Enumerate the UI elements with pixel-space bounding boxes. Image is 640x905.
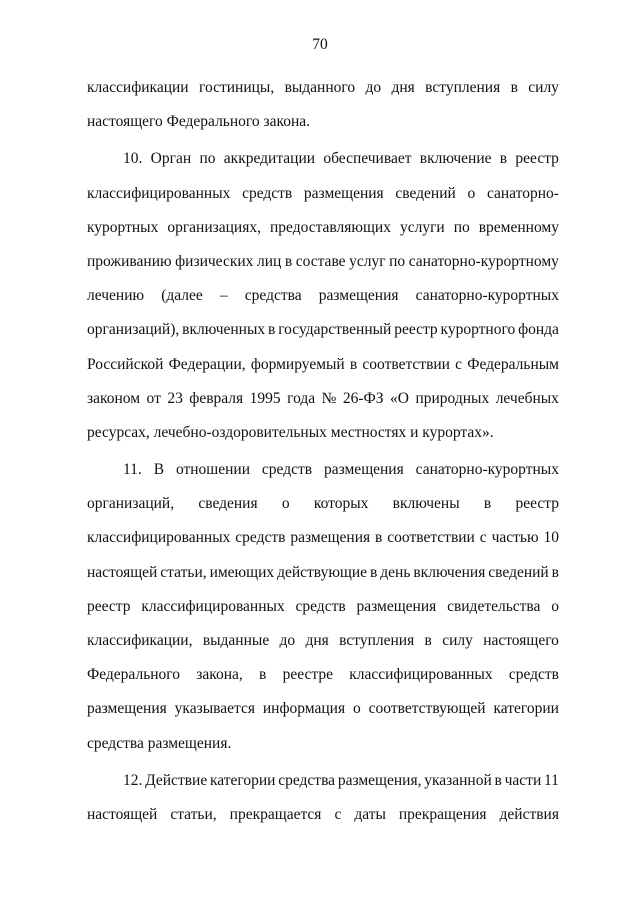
text-word: указанной bbox=[424, 771, 492, 789]
text-word: 10. bbox=[123, 150, 143, 168]
text-word: лиц bbox=[256, 252, 282, 270]
text-word: размещения bbox=[318, 287, 399, 305]
text-word: включения bbox=[413, 563, 486, 581]
text-word: средств bbox=[261, 461, 313, 479]
text-word: информация bbox=[262, 700, 346, 718]
text-word: указывается bbox=[174, 700, 255, 718]
text-word: средств bbox=[508, 666, 559, 684]
text-word: в bbox=[375, 529, 383, 547]
text-word: от bbox=[146, 389, 161, 407]
text-word: законом bbox=[87, 389, 141, 407]
text-word: – bbox=[219, 287, 228, 305]
text-word: включение bbox=[419, 150, 492, 168]
text-word: 26-ФЗ bbox=[342, 389, 384, 407]
text-word: классифицированных bbox=[87, 184, 231, 202]
text-line bbox=[87, 692, 559, 726]
text-word: санаторно- bbox=[486, 184, 559, 202]
text-word: прекращается bbox=[229, 805, 322, 823]
text-word: классифицированных bbox=[349, 666, 493, 684]
text-word: санаторно-курортному bbox=[408, 252, 559, 270]
text-line bbox=[87, 279, 559, 313]
text-word: в bbox=[551, 563, 559, 581]
text-word: выданные bbox=[202, 632, 270, 649]
text-word: отношении bbox=[175, 461, 251, 479]
text-word: силу bbox=[528, 79, 559, 96]
text-word: даты bbox=[354, 805, 386, 823]
text-word: фонда bbox=[518, 321, 559, 339]
text-word: о bbox=[281, 495, 290, 513]
text-word: Российской bbox=[87, 355, 164, 373]
text-word: гостиницы, bbox=[198, 79, 275, 96]
text-word: закона, bbox=[196, 666, 243, 684]
text-word: размещения bbox=[303, 184, 384, 202]
text-word: дня bbox=[305, 632, 329, 649]
text-word: формируемый bbox=[250, 355, 345, 373]
text-word: частью bbox=[491, 529, 539, 547]
text-word: средств bbox=[242, 184, 293, 202]
text-word: 23 bbox=[167, 389, 183, 407]
text-word: по bbox=[199, 150, 216, 168]
text-word: день bbox=[380, 563, 411, 581]
text-word: года bbox=[287, 389, 316, 407]
text-word: 11 bbox=[543, 771, 559, 789]
text-word: услуги bbox=[399, 218, 445, 236]
text-word: Орган bbox=[150, 150, 192, 168]
text-word: Федерации, bbox=[168, 355, 246, 373]
text-word: предоставляющих bbox=[269, 218, 391, 236]
text-word: курортных bbox=[87, 218, 159, 236]
text-word: № bbox=[321, 389, 337, 407]
text-word: в bbox=[510, 79, 518, 96]
text-word: в bbox=[369, 563, 378, 581]
text-line bbox=[87, 658, 559, 692]
text-word: настоящей bbox=[87, 563, 158, 581]
text-word: 1995 bbox=[249, 389, 281, 407]
text-line bbox=[87, 348, 559, 382]
text-word: реестр bbox=[515, 150, 559, 168]
text-word: природных bbox=[415, 389, 490, 407]
text-line: средства размещения. bbox=[87, 734, 232, 752]
text-word: аккредитации bbox=[223, 150, 316, 168]
text-word: которых bbox=[313, 495, 369, 513]
text-word: категории bbox=[209, 771, 276, 789]
text-word: с bbox=[455, 355, 463, 373]
text-word: В bbox=[153, 461, 165, 479]
text-word: с bbox=[334, 805, 342, 823]
text-word: средств bbox=[235, 529, 286, 547]
text-line bbox=[87, 590, 559, 624]
text-line bbox=[87, 177, 559, 211]
text-word: о bbox=[353, 700, 361, 718]
text-word: настоящей bbox=[87, 805, 158, 823]
text-word: действия bbox=[499, 805, 559, 823]
text-line bbox=[87, 764, 559, 798]
text-word: по bbox=[453, 218, 470, 236]
text-line bbox=[87, 211, 559, 245]
text-word: 11. bbox=[123, 461, 142, 479]
text-word: лечению bbox=[87, 287, 145, 305]
text-word: Действие bbox=[145, 771, 208, 789]
text-word: «О bbox=[390, 389, 409, 407]
text-word: выданного bbox=[284, 79, 356, 96]
text-word: сведения bbox=[198, 495, 258, 513]
text-line bbox=[87, 624, 559, 658]
text-word: до bbox=[365, 79, 382, 96]
text-word: средств bbox=[295, 597, 346, 615]
text-word: с bbox=[479, 529, 487, 547]
text-word: в bbox=[424, 632, 432, 649]
text-line bbox=[87, 382, 559, 416]
text-line bbox=[87, 453, 559, 487]
text-line bbox=[87, 245, 559, 279]
text-word: организаций, bbox=[87, 495, 175, 513]
text-word: включенных bbox=[182, 321, 266, 339]
text-word: в bbox=[284, 252, 293, 270]
text-word: имеющих bbox=[209, 563, 275, 581]
text-word: в bbox=[494, 771, 502, 789]
text-word: настоящего bbox=[483, 632, 559, 649]
text-word: организациях, bbox=[167, 218, 261, 236]
text-word: 12. bbox=[123, 771, 143, 789]
text-word: о bbox=[467, 184, 476, 202]
text-word: дня bbox=[391, 79, 415, 96]
text-word: сведений bbox=[488, 563, 549, 581]
text-word: государственный bbox=[278, 321, 392, 339]
text-word: реестр bbox=[394, 321, 438, 339]
text-word: до bbox=[279, 632, 296, 649]
text-word: 10 bbox=[543, 529, 559, 547]
text-word: санаторно-курортных bbox=[415, 461, 559, 479]
text-word: в bbox=[259, 666, 267, 684]
text-line: настоящего Федерального закона. bbox=[87, 113, 311, 131]
text-word: (далее bbox=[161, 287, 203, 305]
text-line bbox=[87, 313, 559, 347]
text-word: организаций), bbox=[87, 321, 180, 339]
text-word: классификации bbox=[87, 79, 189, 96]
text-word: размещения bbox=[290, 529, 371, 547]
text-word: в bbox=[499, 150, 508, 168]
text-word: статьи, bbox=[160, 563, 207, 581]
text-line bbox=[87, 521, 559, 555]
text-word: статьи, bbox=[170, 805, 217, 823]
page-number: 70 bbox=[312, 36, 328, 53]
text-line bbox=[87, 798, 559, 832]
text-word: вступления bbox=[425, 79, 501, 96]
text-word: санаторно-курортных bbox=[415, 287, 559, 305]
text-word: размещения bbox=[323, 461, 404, 479]
text-word: реестр bbox=[87, 597, 131, 615]
text-word: о bbox=[551, 597, 559, 615]
text-word: прекращения bbox=[398, 805, 487, 823]
text-word: соответствии bbox=[362, 355, 450, 373]
text-word: соответствии bbox=[387, 529, 475, 547]
text-word: части bbox=[504, 771, 542, 789]
text-word: классификации, bbox=[87, 632, 193, 649]
text-word: реестр bbox=[515, 495, 559, 513]
text-word: курортного bbox=[440, 321, 516, 339]
text-line bbox=[87, 71, 559, 105]
text-word: соответствующей bbox=[368, 700, 486, 718]
text-word: в bbox=[268, 321, 276, 339]
text-word: категории bbox=[493, 700, 559, 718]
text-word: средства bbox=[278, 771, 336, 789]
text-word: средства bbox=[244, 287, 302, 305]
text-line bbox=[87, 487, 559, 521]
text-word: размещения, bbox=[337, 771, 422, 789]
text-word: услуг bbox=[349, 252, 386, 270]
text-word: классифицированных bbox=[87, 529, 231, 547]
text-word: физических bbox=[175, 252, 254, 270]
text-word: составе bbox=[295, 252, 346, 270]
text-word: Федеральным bbox=[467, 355, 559, 373]
text-word: классифицированных bbox=[141, 597, 285, 615]
text-word: реестре bbox=[282, 666, 333, 684]
text-word: проживанию bbox=[87, 252, 172, 270]
text-word: в bbox=[483, 495, 492, 513]
text-word: февраля bbox=[189, 389, 244, 407]
text-word: размещения bbox=[87, 700, 167, 718]
text-word: вступления bbox=[339, 632, 415, 649]
text-word: обеспечивает bbox=[323, 150, 412, 168]
text-word: включены bbox=[392, 495, 460, 513]
text-word: сведений bbox=[395, 184, 456, 202]
text-word: в bbox=[349, 355, 358, 373]
text-word: свидетельства bbox=[447, 597, 541, 615]
text-word: лечебных bbox=[495, 389, 559, 407]
body-text bbox=[87, 71, 559, 832]
text-word: действующие bbox=[277, 563, 368, 581]
text-word: силу bbox=[442, 632, 473, 649]
text-word: временному bbox=[478, 218, 559, 236]
text-line: ресурсах, лечебно-оздоровительных местностях и курортах». bbox=[87, 423, 494, 441]
text-word: размещения bbox=[356, 597, 437, 615]
text-line bbox=[87, 556, 559, 590]
text-line bbox=[87, 142, 559, 176]
text-word: по bbox=[389, 252, 406, 270]
text-word: Федерального bbox=[87, 666, 181, 684]
